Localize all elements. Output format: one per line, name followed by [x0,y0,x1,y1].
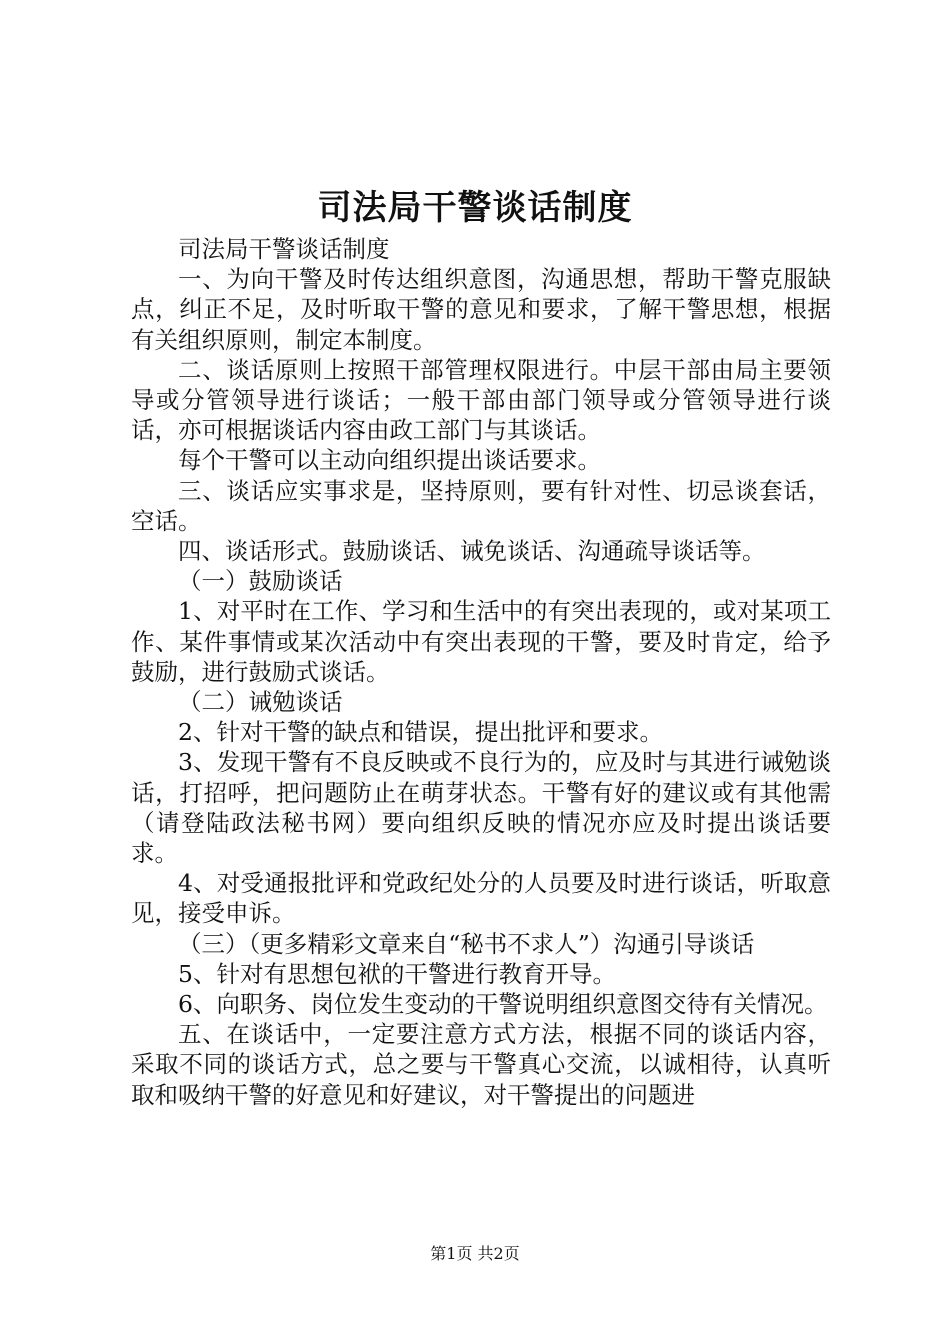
paragraph-section-5: 五、在谈话中，一定要注意方式方法，根据不同的谈话内容，采取不同的谈话方式，总之要与干警真心交流，以诚相待，认真听取和吸纳干警的好意见和好建议，对干警提出的问题进 [131,1020,831,1109]
page-footer: 第1页 共2页 [430,1244,520,1263]
paragraph-item-2: 2、针对干警的缺点和错误，提出批评和要求。 [178,718,663,747]
paragraph-item-3: 3、发现干警有不良反映或不良行为的，应及时与其进行诫勉谈话，打招呼，把问题防止在萌芽状态。干警有好的建议或有其他需（请登陆政法秘书网）要向组织反映的情况亦应及时提出谈话要求。 [131,748,831,868]
document-body [131,234,831,1110]
paragraph-item-1: 1、对平时在工作、学习和生活中的有突出表现的，或对某项工作、某件事情或某次活动中有突出表现的干警，要及时肯定，给予鼓励，进行鼓励式谈话。 [131,597,831,686]
paragraph-subsection-2: （二）诫勉谈话 [178,688,343,717]
paragraph-item-5: 5、针对有思想包袱的干警进行教育开导。 [178,959,616,988]
paragraph-section-3: 三、谈话应实事求是，坚持原则，要有针对性、切忌谈套话，空话。 [131,476,831,535]
paragraph-heading: 司法局干警谈话制度 [178,235,390,263]
paragraph-item-4: 4、对受通报批评和党政纪处分的人员要及时进行谈话，听取意见，接受申诉。 [131,869,831,928]
paragraph-item-6: 6、向职务、岗位发生变动的干警说明组织意图交待有关情况。 [178,990,828,1019]
document-title: 司法局干警谈话制度 [317,188,633,228]
paragraph-subsection-3: （三）（更多精彩文章来自“秘书不求人”）沟通引导谈话 [178,929,755,958]
paragraph-section-1: 一、为向干警及时传达组织意图，沟通思想，帮助干警克服缺点，纠正不足，及时听取干警的意见和要求，了解干警思想，根据有关组织原则，制定本制度。 [131,265,831,354]
paragraph-section-2: 二、谈话原则上按照干部管理权限进行。中层干部由局主要领导或分管领导进行谈话；一般干部由部门领导或分管领导进行谈话，亦可根据谈话内容由政工部门与其谈话。 [131,355,831,445]
paragraph-subsection-1: （一）鼓励谈话 [178,567,343,596]
paragraph-section-4: 四、谈话形式。鼓励谈话、诫免谈话、沟通疏导谈话等。 [178,537,766,566]
paragraph-talk-request: 每个干警可以主动向组织提出谈话要求。 [178,446,601,475]
